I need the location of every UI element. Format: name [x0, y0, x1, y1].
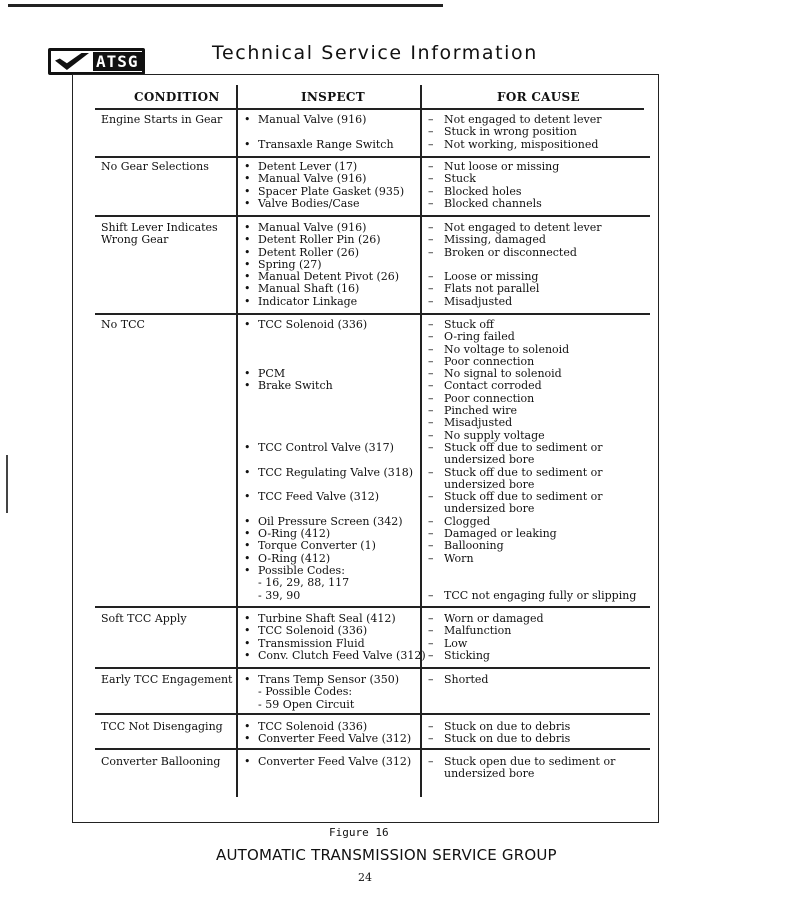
cause-item: – Stuck in wrong position: [428, 126, 601, 138]
inspect-item: • TCC Solenoid (336): [244, 319, 413, 331]
cause-cell: [428, 756, 615, 781]
column-header-condition: CONDITION: [134, 90, 220, 104]
inspect-item: • Converter Feed Valve (312): [244, 733, 411, 745]
cause-item: – Loose or missing: [428, 271, 601, 283]
row-divider: [95, 215, 650, 217]
cause-item: undersized bore: [444, 453, 535, 467]
cause-item: – Clogged: [428, 516, 636, 528]
inspect-item: • Oil Pressure Screen (342): [244, 516, 413, 528]
spacer: [428, 577, 636, 589]
spacer: [428, 565, 636, 577]
cause-item: – Low: [428, 638, 544, 650]
inspect-item: • Transaxle Range Switch: [244, 139, 394, 151]
cause-item: – Damaged or leaking: [428, 528, 636, 540]
inspect-item: • Manual Valve (916): [244, 222, 399, 234]
cause-item: – No supply voltage: [428, 430, 636, 442]
cause-cell: [428, 721, 570, 746]
inspect-cell: [244, 721, 411, 746]
cause-item: – No voltage to solenoid: [428, 344, 636, 356]
cause-cell: [428, 114, 601, 151]
spacer: [244, 405, 413, 417]
cause-item: – Flats not parallel: [428, 283, 601, 295]
cause-item: – Stuck off due to sediment or: [428, 442, 636, 454]
inspect-cell: [244, 613, 426, 662]
inspect-item: • Manual Valve (916): [244, 173, 404, 185]
condition-text: Early TCC Engagement: [101, 673, 233, 686]
spacer: [244, 126, 394, 138]
row-divider: [95, 667, 650, 669]
cause-item: – Misadjusted: [428, 296, 601, 308]
inspect-item: • Conv. Clutch Feed Valve (312): [244, 650, 426, 662]
condition-cell: [101, 114, 222, 126]
inspect-item: • Torque Converter (1): [244, 540, 413, 552]
cause-item: – Contact corroded: [428, 380, 636, 392]
inspect-item: • TCC Regulating Valve (318): [244, 467, 413, 479]
condition-cell: [101, 319, 145, 331]
cause-item: – Pinched wire: [428, 405, 636, 417]
inspect-cell: [244, 756, 411, 768]
cause-item: – Sticking: [428, 650, 544, 662]
cause-item: undersized bore: [444, 477, 535, 491]
cause-item: – Shorted: [428, 674, 488, 686]
header-rule: [95, 108, 644, 110]
row-divider: [95, 313, 650, 315]
inspect-item: • Possible Codes:: [244, 565, 413, 577]
spacer: [244, 331, 413, 343]
inspect-item: • O-Ring (412): [244, 528, 413, 540]
spacer: [244, 344, 413, 356]
inspect-cell: [244, 222, 399, 308]
inspect-item: • Detent Roller (26): [244, 247, 399, 259]
inspect-item: • Transmission Fluid: [244, 638, 426, 650]
cause-item: – TCC not engaging fully or slipping: [428, 590, 636, 602]
atsg-logo: [48, 48, 145, 75]
spacer: [244, 417, 413, 429]
cause-item: – Malfunction: [428, 625, 544, 637]
cause-item: undersized bore: [444, 502, 535, 516]
condition-text: TCC Not Disengaging: [101, 720, 223, 733]
inspect-item: • Detent Roller Pin (26): [244, 234, 399, 246]
inspect-item: • Indicator Linkage: [244, 296, 399, 308]
cause-item: – Broken or disconnected: [428, 247, 601, 259]
inspect-item: • TCC Feed Valve (312): [244, 491, 413, 503]
cause-item: – Not working, mispositioned: [428, 139, 601, 151]
inspect-cell: [244, 674, 399, 711]
figure-caption: Figure 16: [329, 826, 389, 839]
row-divider: [95, 156, 650, 158]
condition-cell: [101, 161, 209, 173]
cause-item: – Not engaged to detent lever: [428, 114, 601, 126]
inspect-subitem: - 59 Open Circuit: [258, 697, 355, 711]
inspect-item: • Valve Bodies/Case: [244, 198, 404, 210]
cause-item: – Stuck off: [428, 319, 636, 331]
cause-item: – Misadjusted: [428, 417, 636, 429]
inspect-item: • Manual Detent Pivot (26): [244, 271, 399, 283]
inspect-item: • O-Ring (412): [244, 553, 413, 565]
condition-text: Shift Lever Indicates: [101, 221, 218, 234]
inspect-item: • Manual Valve (916): [244, 114, 394, 126]
inspect-subitem: - Possible Codes:: [258, 685, 353, 699]
cause-item: – No signal to solenoid: [428, 368, 636, 380]
condition-text: Wrong Gear: [101, 233, 169, 247]
cause-item: – Not engaged to detent lever: [428, 222, 601, 234]
inspect-cell: [244, 319, 413, 602]
cause-cell: [428, 674, 488, 686]
condition-text: No TCC: [101, 318, 145, 331]
inspect-item: • Detent Lever (17): [244, 161, 404, 173]
inspect-item: • Manual Shaft (16): [244, 283, 399, 295]
cause-cell: [428, 222, 601, 308]
spacer: [244, 503, 413, 515]
spacer: [244, 454, 413, 466]
inspect-item: • TCC Control Valve (317): [244, 442, 413, 454]
scan-margin-mark: [6, 455, 8, 513]
cause-item: – Blocked holes: [428, 186, 559, 198]
column-divider-inspect: [236, 85, 238, 797]
inspect-item: • Spacer Plate Gasket (935): [244, 186, 404, 198]
cause-item: – Worn: [428, 553, 636, 565]
inspect-item: • Turbine Shaft Seal (412): [244, 613, 426, 625]
inspect-item: • Brake Switch: [244, 380, 413, 392]
inspect-item: • Spring (27): [244, 259, 399, 271]
row-divider: [95, 713, 650, 715]
condition-text: Converter Ballooning: [101, 755, 221, 768]
cause-item: – O-ring failed: [428, 331, 636, 343]
inspect-cell: [244, 161, 404, 210]
row-divider: [95, 606, 650, 608]
condition-text: No Gear Selections: [101, 160, 209, 173]
inspect-cell: [244, 114, 394, 151]
cause-cell: [428, 319, 636, 602]
inspect-item: • TCC Solenoid (336): [244, 721, 411, 733]
page-number: 24: [358, 871, 372, 884]
cause-item: – Blocked channels: [428, 198, 559, 210]
cause-item: – Stuck: [428, 173, 559, 185]
page-title: Technical Service Information: [212, 42, 538, 64]
checkmark-icon: [55, 53, 89, 70]
cause-item: – Poor connection: [428, 393, 636, 405]
cause-item: – Stuck off due to sediment or: [428, 467, 636, 479]
cause-item: – Stuck open due to sediment or: [428, 756, 615, 768]
inspect-item: • Trans Temp Sensor (350): [244, 674, 399, 686]
cause-item: undersized bore: [444, 767, 535, 781]
top-rule: [8, 4, 443, 7]
condition-cell: [101, 756, 220, 768]
condition-cell: [101, 613, 187, 625]
column-divider-cause: [420, 85, 422, 797]
inspect-subitem: - 16, 29, 88, 117: [258, 576, 350, 590]
condition-cell: [101, 674, 232, 686]
cause-item: – Poor connection: [428, 356, 636, 368]
spacer: [244, 393, 413, 405]
condition-cell: [101, 721, 223, 733]
inspect-item: • TCC Solenoid (336): [244, 625, 426, 637]
condition-text: Engine Starts in Gear: [101, 113, 223, 126]
condition-text: Soft TCC Apply: [101, 612, 187, 625]
cause-cell: [428, 613, 544, 662]
inspect-subitem: - 39, 90: [258, 588, 301, 602]
column-header-inspect: INSPECT: [301, 90, 365, 104]
footer-org: AUTOMATIC TRANSMISSION SERVICE GROUP: [216, 846, 557, 864]
cause-item: – Missing, damaged: [428, 234, 601, 246]
cause-item: – Worn or damaged: [428, 613, 544, 625]
row-divider: [95, 748, 650, 750]
inspect-item: • Converter Feed Valve (312): [244, 756, 411, 768]
column-header-for-cause: FOR CAUSE: [497, 90, 580, 104]
cause-item: – Stuck on due to debris: [428, 721, 570, 733]
inspect-item: • PCM: [244, 368, 413, 380]
cause-cell: [428, 161, 559, 210]
cause-item: – Stuck off due to sediment or: [428, 491, 636, 503]
condition-cell: [101, 222, 218, 247]
cause-item: – Stuck on due to debris: [428, 733, 570, 745]
logo-text: ATSG: [93, 52, 142, 71]
cause-item: – Ballooning: [428, 540, 636, 552]
cause-item: – Nut loose or missing: [428, 161, 559, 173]
